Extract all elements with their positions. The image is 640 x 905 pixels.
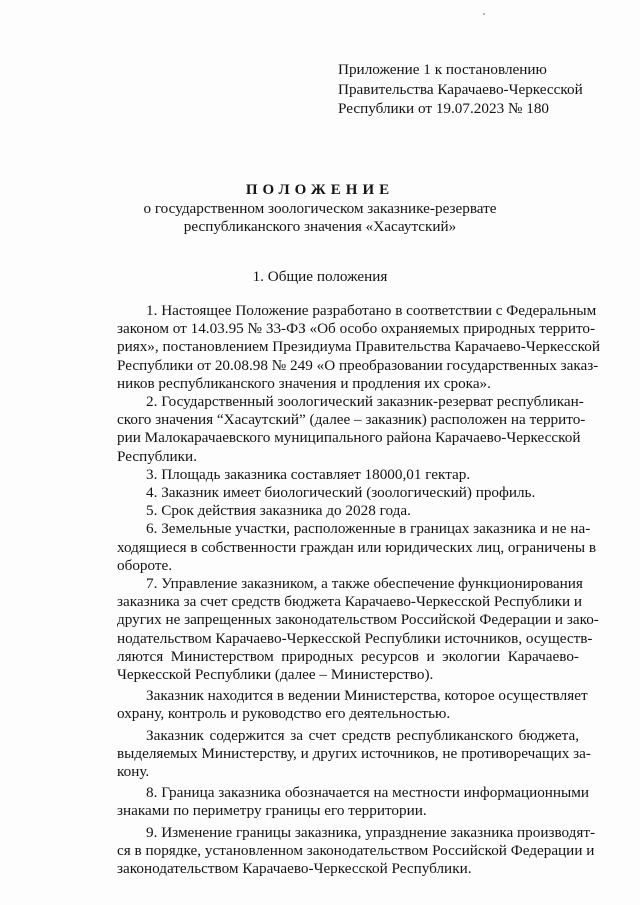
paragraph — [117, 484, 579, 502]
paragraph-line: 4. Заказник имеет биологический (зоологический) профиль. — [146, 484, 536, 502]
paragraph-line: нодательством Карачаево-Черкесской Республики источников, осуществ- — [117, 629, 593, 647]
paragraph-line: рии Малокарачаевского муниципального района Карачаево-Черкесской — [117, 429, 581, 447]
paragraph — [117, 393, 586, 466]
scan-speck — [483, 13, 485, 15]
paragraph — [117, 784, 590, 820]
appendix-line: Республики от 19.07.2023 № 180 — [338, 100, 550, 117]
paragraph-line: знаками по периметру границы его территории. — [117, 802, 427, 820]
paragraph-line: 9. Изменение границы заказника, упразднение заказника производят- — [146, 823, 596, 841]
paragraph — [117, 466, 579, 484]
paragraph-line: законом от 14.03.95 № 33-ФЗ «Об особо охраняемых природных террито- — [117, 320, 596, 338]
paragraph-line: выделяемых Министерству, и других источников, не противоречащих за- — [117, 744, 591, 762]
section-heading: 1. Общие положения — [252, 268, 388, 285]
paragraph-line: 3. Площадь заказника составляет 18000,01 гектар. — [146, 465, 471, 483]
paragraph-line: ся в порядке, установленном законодательством Российской Федерации и — [117, 841, 595, 859]
paragraph-line: охрану, контроль и руководство его деятельностью. — [117, 705, 451, 723]
subtitle-line: о государственном зоологическом заказнике-резервате — [143, 200, 497, 217]
paragraph-line: Черкесской Республики (далее – Министерство). — [117, 666, 434, 684]
paragraph-line: Республики от 20.08.98 № 249 «О преобразовании государственных заказ- — [117, 356, 599, 374]
paragraph-line: ников республиканского значения и продления их срока». — [117, 374, 491, 392]
paragraph-line: ляются Министерством природных ресурсов и экологии Карачаево- — [117, 647, 579, 665]
paragraph-line: заказника за счет средств бюджета Карачаево-Черкесской Республики и — [117, 593, 583, 611]
paragraph — [117, 520, 597, 575]
paragraph-line: 7. Управление заказником, а также обеспечение функционирования — [146, 575, 583, 593]
paragraph-line: ходящиеся в собственности граждан или юридических лиц, ограничены в — [117, 538, 597, 556]
paragraph-line: 2. Государственный зоологический заказник-резерват республикан- — [146, 393, 584, 411]
paragraph-line: Республики. — [117, 447, 197, 465]
paragraph-line: законодательством Карачаево-Черкесской Республики. — [117, 860, 472, 878]
document-body — [117, 302, 600, 878]
paragraph-line: Заказник содержится за счет средств республиканского бюджета, — [146, 726, 579, 744]
paragraph-line: 1. Настоящее Положение разработано в соответствии с Федеральным — [146, 302, 597, 319]
appendix-note — [338, 60, 618, 119]
paragraph-line: обороте. — [117, 556, 173, 574]
paragraph-line: риях», постановлением Президиума Правительства Карачаево-Черкесской — [117, 338, 600, 356]
paragraph — [117, 726, 591, 782]
paragraph — [117, 687, 588, 723]
paragraph-line: ского значения “Хасаутский” (далее – заказник) расположен на террито- — [117, 411, 586, 429]
paragraph-line: других не запрещенных законодательством Российской Федерации и зако- — [117, 611, 599, 629]
appendix-line: Приложение 1 к постановлению — [338, 61, 547, 78]
paragraph — [117, 302, 600, 393]
subtitle-line: республиканского значения «Хасаутский» — [183, 218, 457, 235]
document-title: ПОЛОЖЕНИЕ — [245, 182, 395, 198]
paragraph-line: 5. Срок действия заказника до 2028 года. — [146, 502, 411, 520]
paragraph — [117, 575, 599, 684]
paragraph — [117, 502, 579, 520]
paragraph-line: 8. Граница заказника обозначается на местности информационными — [146, 784, 590, 802]
document-subtitle — [0, 200, 640, 236]
paragraph-line: кону. — [117, 763, 150, 781]
paragraph-line: 6. Земельные участки, расположенные в границах заказника и не на- — [146, 520, 591, 538]
paragraph-line: Заказник находится в ведении Министерства, которое осуществляет — [146, 687, 588, 705]
paragraph — [117, 823, 596, 879]
appendix-line: Правительства Карачаево-Черкесской — [338, 80, 583, 98]
